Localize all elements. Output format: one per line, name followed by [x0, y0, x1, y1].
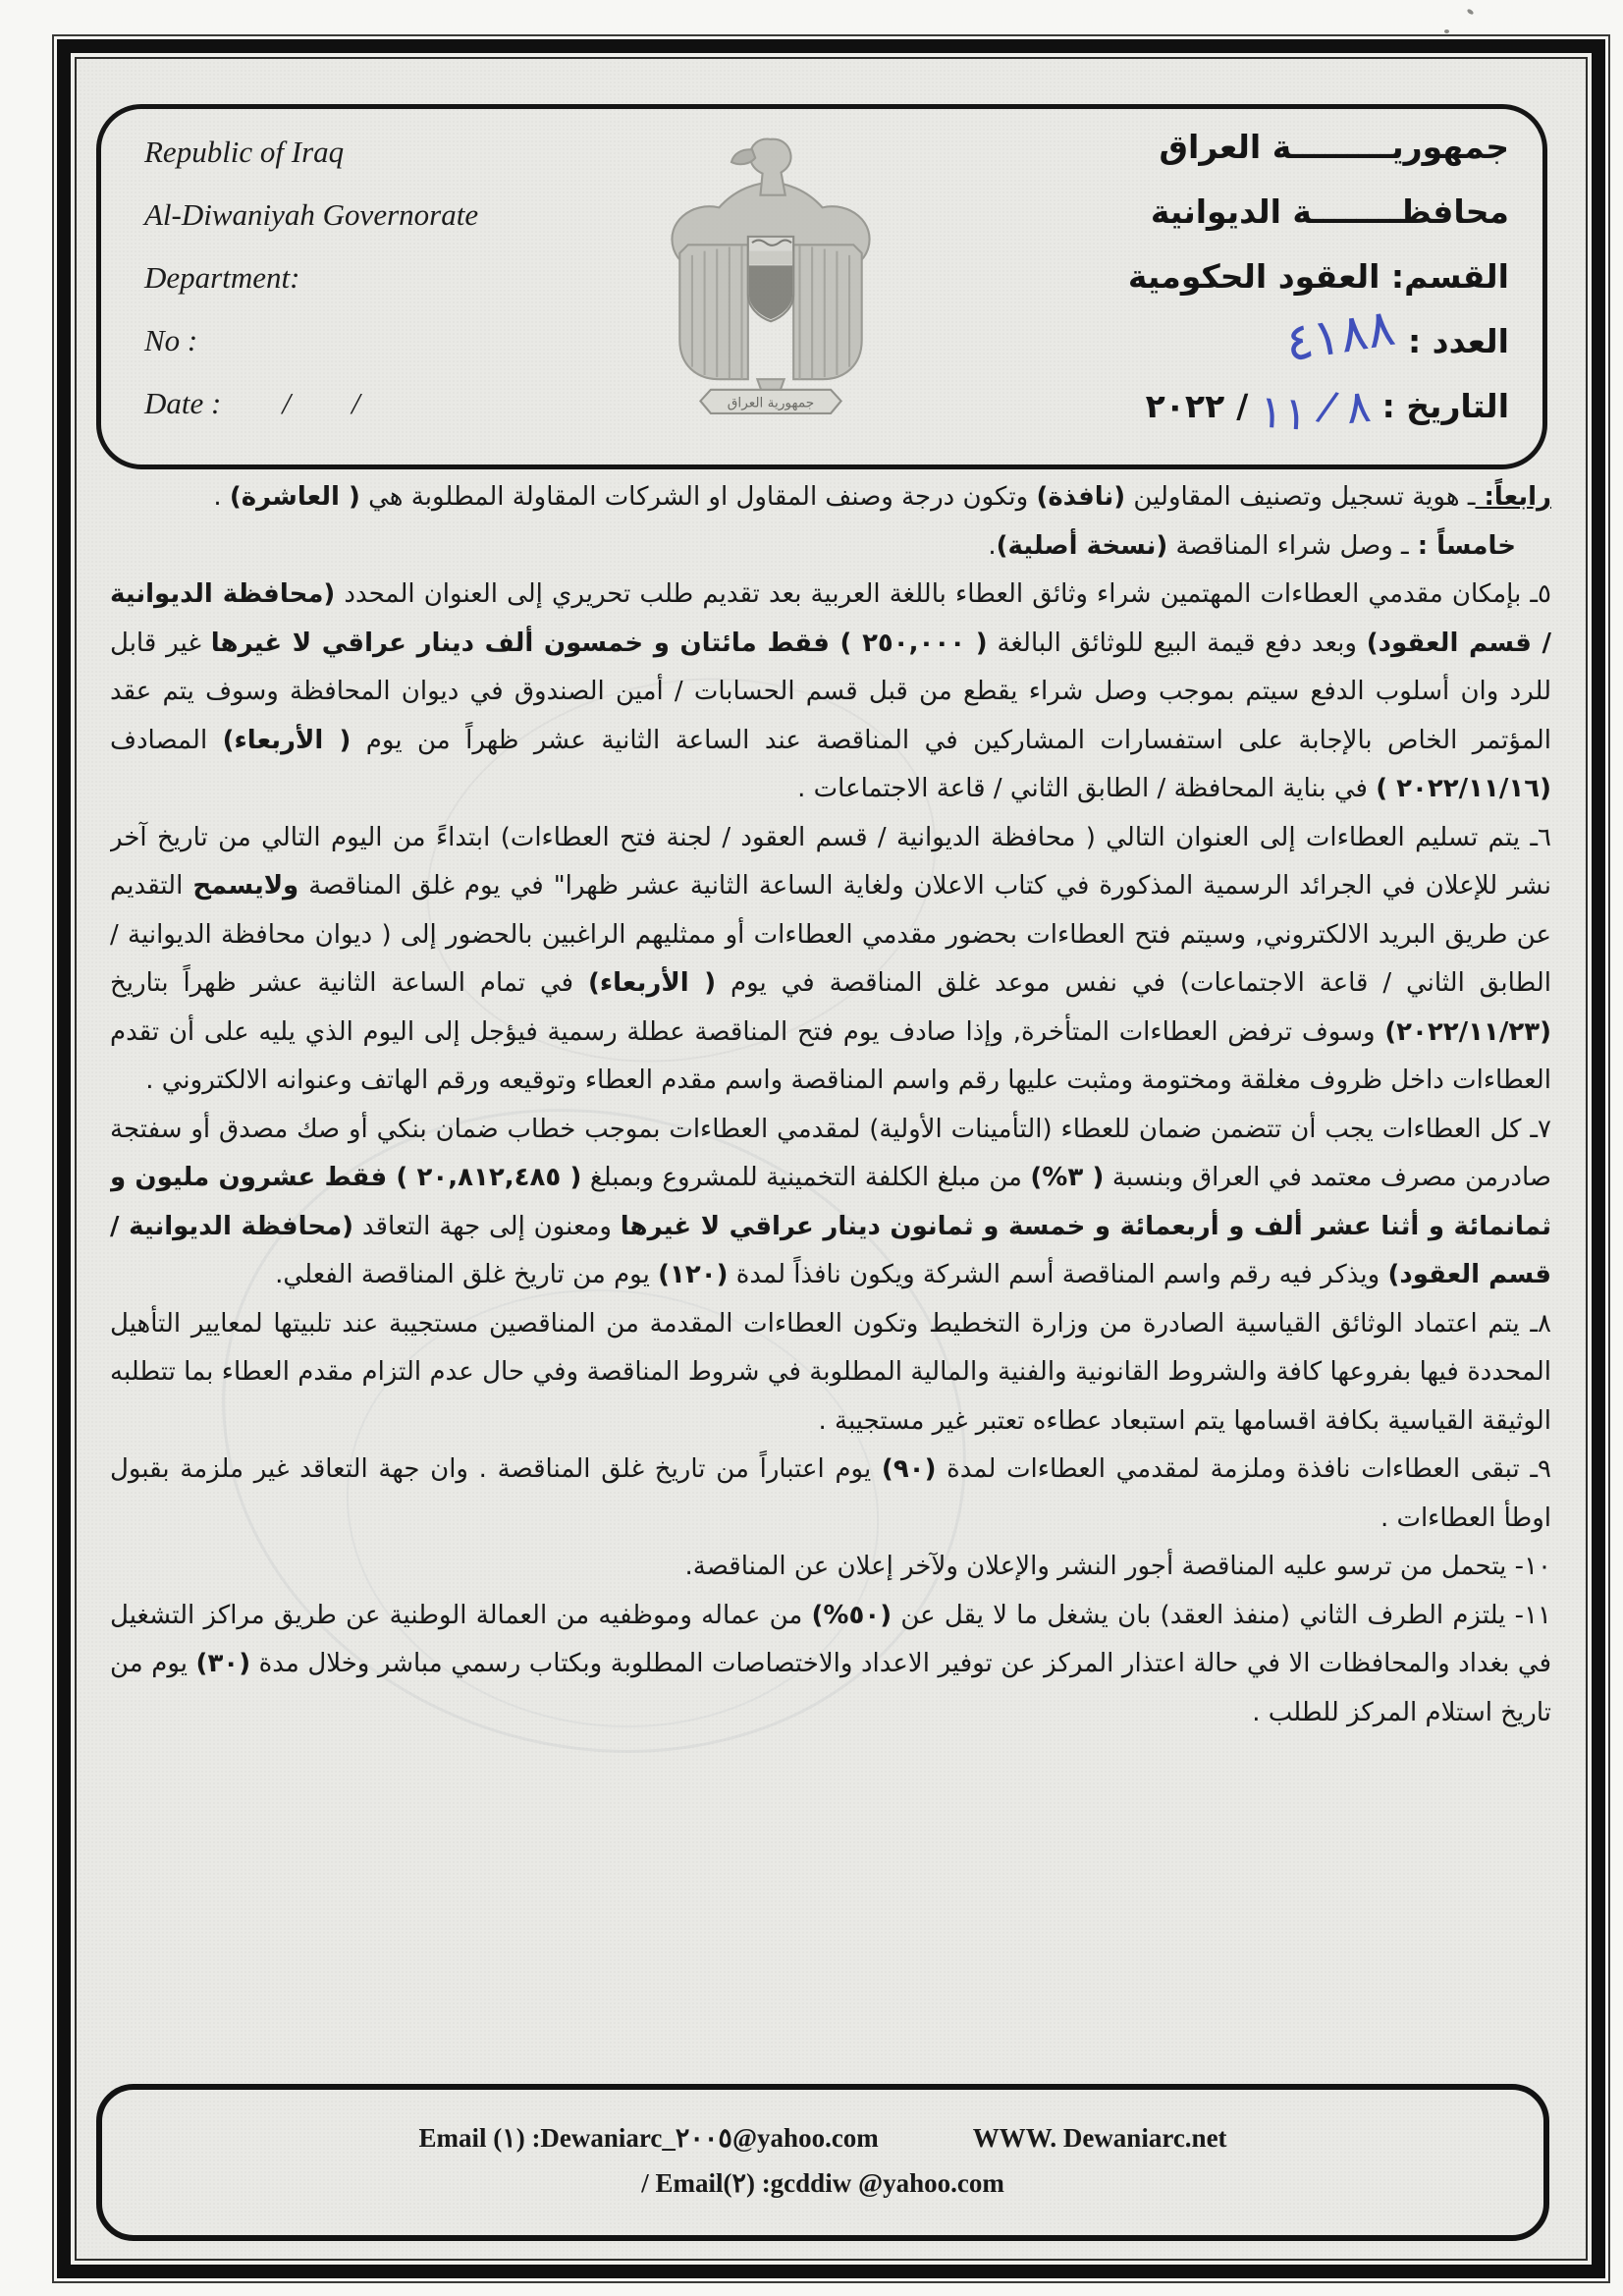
body-text-segment: من مبلغ الكلفة التخمينية للمشروع وبمبلغ: [581, 1163, 1031, 1192]
body-text-segment: (نسخة أصلية): [996, 530, 1168, 561]
body-paragraph: [110, 1592, 1551, 1738]
body-text-segment: .: [988, 530, 997, 561]
letterhead-country-en: Republic of Iraq: [144, 135, 345, 169]
body-text-segment: ١٠- يتحمل من ترسو عليه المناقصة أجور النشر والإعلان ولآخر إعلان عن المناقصة.: [684, 1552, 1551, 1581]
letterhead-country-ar: جمهوريـــــــــة العراق: [1159, 128, 1509, 166]
body-text-segment: ٧ـ كل العطاءات يجب أن تتضمن ضمان للعطاء (التأمينات الأولية) لمقدمي العطاءات بموجب خطاب ضمان بنكي أو صك مصدق أو سفتجة صادرمن مصرف معتمد في العراق وبنسبة: [110, 1114, 1551, 1192]
page-border-frame: [57, 39, 1605, 2278]
body-text-segment: (محافظة الديوانية / قسم العقود): [110, 1211, 1551, 1289]
body-paragraph: [110, 1106, 1551, 1300]
document-date-label: التاريخ :: [1381, 387, 1509, 425]
body-paragraph: [110, 1446, 1551, 1543]
body-text-segment: خامساً :: [1408, 530, 1516, 561]
letterhead-department-label-en: Department:: [144, 260, 300, 295]
date-year-printed: ٢٠٢٢: [1145, 387, 1225, 425]
body-text-segment: ولايسمح: [192, 871, 299, 901]
body-text-segment: (٢٠٢٢/١١/٢٣): [1384, 1016, 1551, 1047]
footer-line-1: [102, 2123, 1543, 2154]
body-text-segment: (٥٠%): [811, 1600, 893, 1630]
emblem-banner-text: جمهورية العراق: [727, 395, 815, 411]
body-text-segment: يوم من تاريخ غلق المناقصة الفعلي.: [275, 1260, 659, 1289]
body-paragraph: [110, 814, 1551, 1106]
body-text-segment: ( ٢٠,٨١٢,٤٨٥ ) فقط عشرون مليون و ثمانمائة و أثنا عشر ألف و أربعمائة و خمسة و ثمانون دينار عراقي لا غيرها: [110, 1163, 1551, 1241]
handwritten-document-number: ٤١٨٨: [1281, 298, 1400, 374]
body-text-segment: (٣٠): [195, 1649, 251, 1678]
document-number-row: [1128, 298, 1509, 374]
body-paragraph: [110, 473, 1551, 522]
footer-email-2: / Email(٢) :gcddiw @yahoo.com: [641, 2168, 1004, 2198]
letterhead-date-label-en: Date : / /: [144, 386, 360, 420]
body-text-segment: ( الأربعاء): [587, 968, 717, 998]
handwritten-date-month: ١١: [1258, 384, 1311, 441]
body-text-segment: ٦ـ يتم تسليم العطاءات إلى العنوان التالي ( محافظة الديوانية / قسم العقود / لجنة فتح العطاءات) ابتداءً من اليوم التالي من تاريخ آخر نشر للإعلان في الجرائد الرسمية المذكورة في كتاب الاعلان ولغاية الساعة الثانية عشر ظهرا" في يوم غلق المناقصة: [110, 822, 1551, 901]
body-text-segment: ٩ـ تبقى العطاءات نافذة وملزمة لمقدمي العطاءات لمدة: [936, 1454, 1551, 1484]
document-date-row: [1128, 378, 1509, 441]
letterhead-governorate-en: Al-Diwaniyah Governorate: [144, 197, 479, 232]
document-number-label: العدد :: [1407, 322, 1509, 360]
body-text-segment: ٥ـ بإمكان مقدمي العطاءات المهتمين شراء وثائق العطاء باللغة العربية بعد تقديم طلب تحريري إلى العنوان المحدد: [335, 579, 1551, 609]
body-text-segment: رابعاً:: [1475, 482, 1551, 512]
letterhead: [96, 104, 1547, 469]
body-text-segment: ـ وصل شراء المناقصة: [1167, 530, 1409, 561]
body-text-segment: ١١- يلتزم الطرف الثاني (منفذ العقد) بان يشغل ما لا يقل عن: [892, 1600, 1551, 1630]
body-text-segment: ( العاشرة): [229, 482, 360, 512]
body-text-segment: (محافظة الديوانية / قسم العقود): [110, 579, 1551, 658]
body-text-segment: وبعد دفع قيمة البيع للوثائق البالغة: [987, 628, 1367, 658]
footer-line-2: [102, 2168, 1543, 2199]
body-text-segment: (٢٠٢٢/١١/١٦ ): [1376, 774, 1551, 803]
letter-body: [110, 473, 1551, 2092]
body-text-segment: ٨ـ يتم اعتماد الوثائق القياسية الصادرة من وزارة التخطيط وتكون العطاءات المقدمة من المناقصين مستجيبة عند تلبيتها لمعايير التأهيل المحددة فيها بفروعها كافة والشروط القانونية والفنية والمالية المطلوبة في شروط المناقصة وفي حال عدم التزام مقدم العطاء بما تتطلبه الوثيقة القياسية بكافة اقسامها يتم استبعاد عطاءه تعتبر غير مستجيبة .: [110, 1308, 1551, 1436]
body-text-segment: ( ٢٥٠,٠٠٠ ) فقط مائتان و خمسون ألف دينار عراقي لا غيرها: [210, 628, 988, 658]
handwritten-date-slash: /: [1313, 381, 1342, 432]
letterhead-department-ar: القسم: العقود الحكومية: [1127, 257, 1509, 296]
handwritten-date-day: ٨: [1343, 378, 1374, 435]
letterhead-governorate-ar: محافظــــــــة الديوانية: [1150, 192, 1509, 231]
body-text-segment: من عماله وموظفيه من العمالة الوطنية عن طريق مراكز التشغيل في بغداد والمحافظات الا في حالة اعتذار المركز عن توفير الاعداد والاختصاصات المطلوبة وبكتاب رسمي مباشر وخلال مدة: [110, 1600, 1551, 1678]
body-text-segment: .: [213, 482, 230, 512]
letterhead-arabic: [1127, 127, 1509, 441]
body-text-segment: في تمام الساعة الثانية عشر ظهراً بتاريخ: [110, 968, 588, 998]
body-text-segment: يوم من تاريخ استلام المركز للطلب .: [110, 1649, 1551, 1727]
body-text-segment: وتكون درجة وصنف المقاول او الشركات المقاولة المطلوبة هي: [359, 482, 1037, 512]
scan-speckle: [1444, 29, 1449, 33]
letterhead-number-label-en: No :: [144, 323, 198, 357]
body-text-segment: (١٢٠): [658, 1260, 729, 1289]
body-text-segment: يوم اعتباراً من تاريخ غلق المناقصة . وان جهة التعاقد غير ملزمة بقبول اوطأ العطاءات .: [110, 1454, 1551, 1533]
letterhead-english: [144, 135, 478, 421]
body-paragraph: [110, 571, 1551, 814]
body-text-segment: ( ٣%): [1030, 1163, 1105, 1192]
body-text-segment: في بناية المحافظة / الطابق الثاني / قاعة الاجتماعات .: [797, 774, 1377, 803]
body-paragraph: [110, 522, 1551, 572]
date-slash-printed: /: [1236, 387, 1249, 425]
body-text-segment: غير قابل للرد وان أسلوب الدفع سيتم بموجب وصل شراء يقطع من قبل قسم الحسابات / أمين الصندوق في ديوان المحافظة وسوف يتم عقد المؤتمر الخاص بالإجابة على استفسارات المشاركين في المناقصة عند الساعة الثانية عشر ظهراً من يوم: [110, 628, 1551, 755]
body-paragraph: [110, 1300, 1551, 1447]
body-text-segment: (نافذة): [1036, 482, 1126, 512]
body-paragraph: [110, 1543, 1551, 1592]
body-text-segment: ومعنون إلى جهة التعاقد: [353, 1211, 621, 1241]
body-text-segment: ويذكر فيه رقم واسم المناقصة أسم الشركة ويكون نافذاً لمدة: [728, 1260, 1388, 1289]
emblem-banner: [700, 390, 840, 413]
footer-website: WWW. Dewaniarc.net: [972, 2123, 1227, 2153]
body-text-segment: التقديم عن طريق البريد الالكتروني, وسيتم فتح العطاءات بحضور مقدمي العطاءات أو ممثليهم الراغبين بالحضور إلى ( ديوان محافظة الديوانية / الطابق الثاني / قاعة الاجتماعات) في نفس موعد غلق المناقصة في يوم: [110, 871, 1551, 998]
iraq-eagle-emblem: [657, 123, 885, 433]
body-text-segment: (٩٠): [881, 1454, 937, 1484]
body-text-segment: وسوف ترفض العطاءات المتأخرة, وإذا صادف يوم فتح المناقصة عطلة رسمية فيؤجل إلى اليوم الذي يليه على أن تقدم العطاءات داخل ظروف مغلقة ومختومة ومثبت عليها رقم واسم المناقصة واسم مقدم العطاء وتوقيعه ورقم الهاتف وعنوانه الالكتروني .: [110, 1016, 1551, 1095]
footer-email-1: Email (١) :Dewaniarc_٢٠٠٥@yahoo.com: [418, 2123, 879, 2153]
eagle-of-saladin-icon: [657, 123, 885, 433]
body-text-segment: ـ هوية تسجيل وتصنيف المقاولين: [1125, 482, 1476, 512]
body-text-segment: ( الأربعاء): [222, 725, 352, 755]
scan-speckle: [1466, 8, 1474, 15]
footer-contact-box: [96, 2084, 1549, 2241]
body-text-segment: المصادف: [110, 725, 223, 755]
